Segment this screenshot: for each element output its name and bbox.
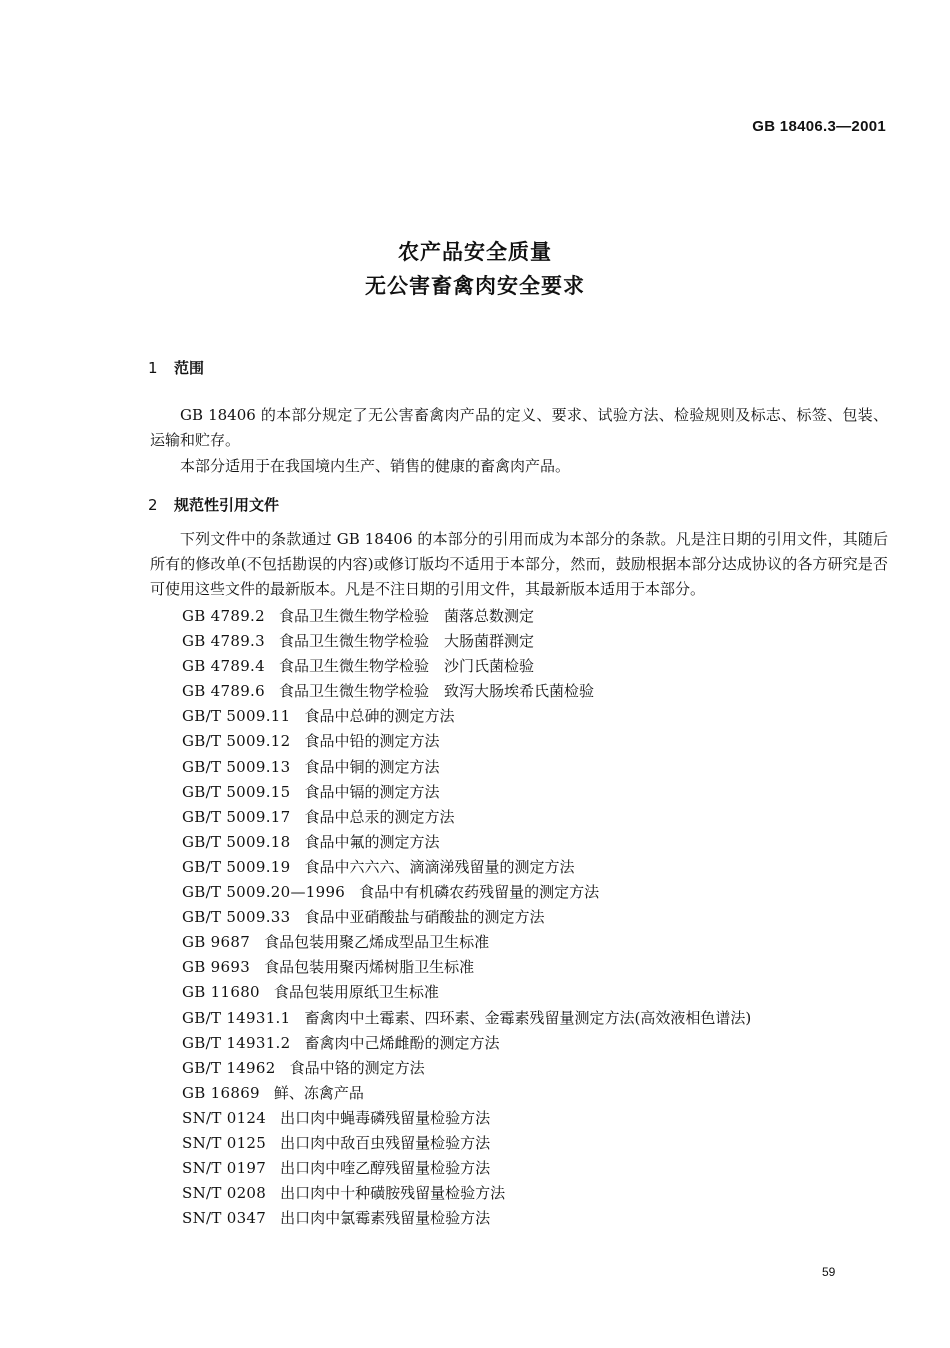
- reference-title: 出口肉中喹乙醇残留量检验方法: [280, 1159, 491, 1178]
- reference-item: [182, 755, 751, 780]
- section-1-label: 范围: [174, 359, 205, 377]
- reference-title: 食品中亚硝酸盐与硝酸盐的测定方法: [304, 908, 545, 927]
- reference-code: GB 4789.2: [182, 607, 265, 625]
- reference-item: [182, 704, 751, 729]
- reference-title: 食品卫生微生物学检验 沙门氏菌检验: [278, 657, 534, 676]
- reference-title: 食品中六六六、滴滴涕残留量的测定方法: [304, 857, 575, 876]
- section-2-heading: [148, 494, 279, 515]
- reference-title: 食品卫生微生物学检验 大肠菌群测定: [278, 632, 534, 651]
- reference-code: SN/T 0347: [182, 1209, 267, 1228]
- reference-title: 食品中有机磷农药残留量的测定方法: [359, 883, 600, 902]
- reference-title: 食品中总砷的测定方法: [304, 707, 455, 726]
- reference-code: GB 11680: [182, 983, 260, 1002]
- reference-title: 食品中铬的测定方法: [289, 1058, 425, 1077]
- section-2-intro: 下列文件中的条款通过 GB 18406 的本部分的引用而成为本部分的条款。凡是注日期的引用文件，其随后所有的修改单(不包括勘误的内容)或修订版均不适用于本部分，然而，鼓励根据本部分达成协议的各方研究是否可使用这些文件的最新版本。凡是不注日期的引用文件，其最新版本适用于本部分。: [150, 530, 888, 598]
- reference-code: GB/T 14931.2: [182, 1033, 291, 1052]
- reference-item: [182, 1006, 751, 1031]
- reference-item: [182, 604, 751, 629]
- reference-title: 食品包装用聚乙烯成型品卫生标准: [264, 933, 490, 952]
- reference-code: GB/T 5009.11: [182, 707, 291, 726]
- reference-code: SN/T 0124: [182, 1108, 267, 1127]
- reference-item: [182, 1131, 751, 1156]
- reference-title: 食品包装用原纸卫生标准: [273, 983, 439, 1002]
- reference-code: GB/T 5009.18: [182, 832, 291, 851]
- reference-item: [182, 729, 751, 754]
- reference-item: [182, 1031, 751, 1056]
- reference-item: [182, 905, 751, 930]
- reference-item: [182, 855, 751, 880]
- reference-code: GB/T 5009.13: [182, 757, 291, 776]
- reference-code: GB/T 5009.20—1996: [182, 883, 346, 902]
- reference-code: GB/T 5009.33: [182, 908, 291, 927]
- reference-code: GB/T 14931.1: [182, 1008, 291, 1027]
- reference-item: [182, 1081, 751, 1106]
- reference-title: 出口肉中敌百虫残留量检验方法: [280, 1133, 491, 1152]
- reference-item: [182, 1181, 751, 1206]
- document-code: GB 18406.3—2001: [752, 118, 886, 135]
- reference-item: [182, 930, 751, 955]
- reference-item: [182, 679, 751, 704]
- section-1-number: 1: [148, 359, 158, 377]
- reference-code: GB/T 5009.17: [182, 807, 291, 826]
- reference-code: GB/T 5009.12: [182, 732, 291, 751]
- reference-title: 食品卫生微生物学检验 致泻大肠埃希氏菌检验: [278, 682, 594, 701]
- section-2-number: 2: [148, 496, 158, 514]
- reference-code: GB 4789.6: [182, 682, 265, 701]
- reference-title: 出口肉中蝇毒磷残留量检验方法: [280, 1108, 491, 1127]
- reference-item: [182, 1056, 751, 1081]
- reference-list: [182, 604, 751, 1231]
- reference-title: 食品中铅的测定方法: [304, 732, 440, 751]
- reference-title: 食品中总汞的测定方法: [304, 807, 455, 826]
- reference-title: 食品包装用聚丙烯树脂卫生标准: [264, 958, 475, 977]
- reference-item: [182, 1106, 751, 1131]
- section-2-label: 规范性引用文件: [174, 496, 280, 514]
- page-number: 59: [822, 1265, 836, 1279]
- reference-item: [182, 1206, 751, 1231]
- title-line-2: 无公害畜禽肉安全要求: [365, 274, 585, 298]
- reference-title: 出口肉中氯霉素残留量检验方法: [280, 1209, 491, 1228]
- reference-code: GB 4789.3: [182, 632, 265, 651]
- reference-code: GB 4789.4: [182, 657, 265, 676]
- section-1-paragraph-1: GB 18406 的本部分规定了无公害畜禽肉产品的定义、要求、试验方法、检验规则及标志、标签、包装、运输和贮存。: [150, 406, 888, 449]
- reference-code: GB/T 5009.15: [182, 782, 291, 801]
- reference-item: [182, 1156, 751, 1181]
- reference-code: GB/T 14962: [182, 1058, 276, 1077]
- reference-code: SN/T 0125: [182, 1133, 267, 1152]
- reference-item: [182, 830, 751, 855]
- reference-item: [182, 980, 751, 1005]
- reference-title: 食品中氟的测定方法: [304, 832, 440, 851]
- reference-item: [182, 805, 751, 830]
- reference-code: GB 16869: [182, 1083, 260, 1102]
- reference-code: GB 9693: [182, 958, 251, 977]
- reference-item: [182, 955, 751, 980]
- reference-item: [182, 629, 751, 654]
- reference-title: 食品中铜的测定方法: [304, 757, 440, 776]
- reference-title: 鲜、冻禽产品: [273, 1083, 364, 1102]
- section-1-heading: [148, 357, 204, 378]
- reference-title: 畜禽肉中己烯雌酚的测定方法: [304, 1033, 500, 1052]
- reference-item: [182, 880, 751, 905]
- reference-code: SN/T 0208: [182, 1184, 267, 1203]
- reference-item: [182, 780, 751, 805]
- reference-title: 畜禽肉中土霉素、四环素、金霉素残留量测定方法(高效液相色谱法): [304, 1008, 752, 1027]
- section-1-paragraph-2: 本部分适用于在我国境内生产、销售的健康的畜禽肉产品。: [180, 457, 571, 475]
- reference-title: 食品卫生微生物学检验 菌落总数测定: [278, 607, 534, 625]
- reference-code: GB/T 5009.19: [182, 857, 291, 876]
- reference-title: 出口肉中十种磺胺残留量检验方法: [280, 1184, 506, 1203]
- reference-title: 食品中镉的测定方法: [304, 782, 440, 801]
- reference-item: [182, 654, 751, 679]
- reference-code: SN/T 0197: [182, 1159, 267, 1178]
- title-line-1: 农产品安全质量: [398, 240, 552, 264]
- reference-code: GB 9687: [182, 933, 251, 952]
